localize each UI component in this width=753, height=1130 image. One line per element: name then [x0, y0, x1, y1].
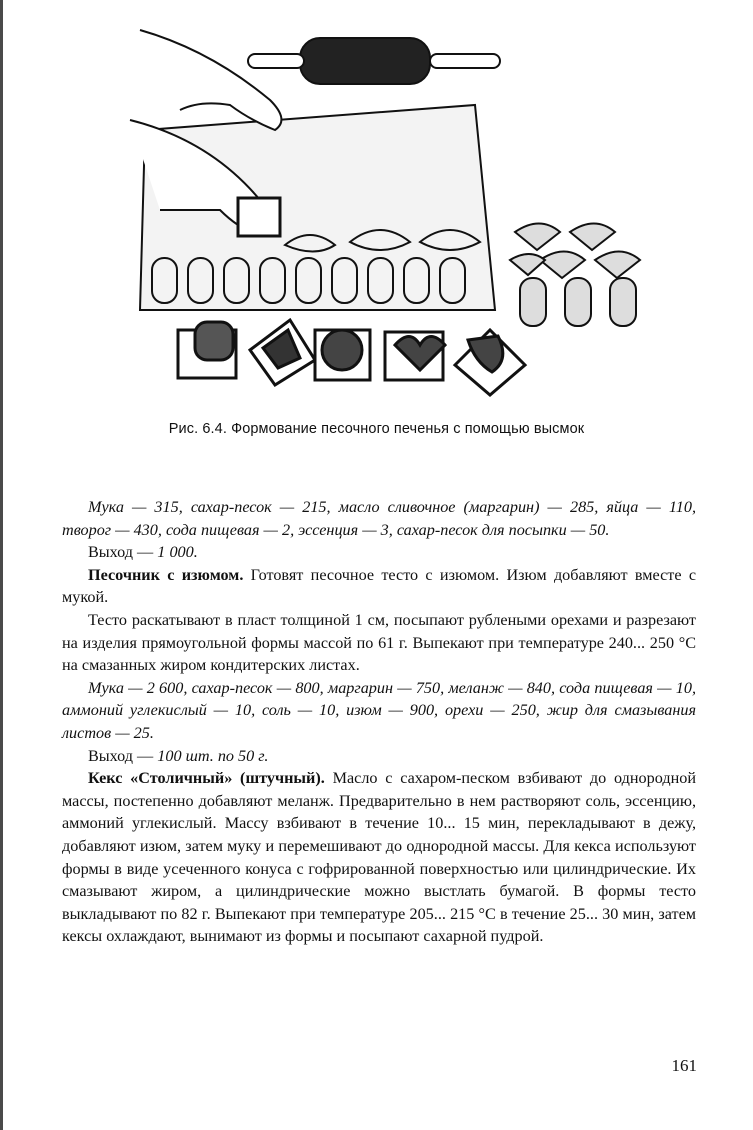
body-text: [62, 496, 696, 948]
figure-illustration: [100, 10, 690, 400]
page-edge: [0, 0, 3, 1130]
recipe-title: Песочник с изюмом.: [88, 565, 244, 584]
page-number: 161: [671, 1056, 697, 1075]
recipe-title: Кекс «Столичный» (штучный).: [88, 769, 325, 788]
output-line: Выход — 100 шт. по 50 г.: [88, 746, 269, 765]
ingredients-paragraph: Мука — 2 600, сахар-песок — 800, маргарин — 750, меланж — 840, сода пищевая — 10, аммоний углекислый — 10, соль — 10, изюм — 900, орехи — 250, жир для смазывания листов — 25.: [62, 678, 696, 742]
recipe-paragraph: Песочник с изюмом. Готовят песочное тесто с изюмом. Изюм добавляют вместе с мукой.: [62, 565, 697, 607]
body-paragraph: Тесто раскатывают в пласт толщиной 1 см, посыпают рублеными орехами и разрезают на изделия прямоугольной формы массой по 61 г. Выпекают при температуре 240... 250 °С на смазанных жиром кондитерских листах.: [62, 610, 696, 675]
figure-caption: Рис. 6.4. Формование песочного печенья с помощью высмок: [168, 421, 585, 437]
ingredients-paragraph: Мука — 315, сахар-песок — 215, масло сливочное (маргарин) — 285, яйца — 110, творог — 430, сода пищевая — 2, эссенция — 3, сахар-песок для посыпки — 50.: [62, 498, 696, 539]
rolling-pin-icon: [248, 38, 500, 84]
cookies-right: [510, 224, 640, 327]
recipe-paragraph: Кекс «Столичный» (штучный). Масло с сахаром-песком взбивают до однородной массы, постепенно добавляют меланж. Предварительно в нем растворяют соль, эссенцию, аммоний углекислый. Массу взбивают в течение 10... 15 мин, перекладывают в дежу, добавляют изюм, затем муку и перемешивают до однородной массы. Для кекса используют формы в виде усеченного конуса с гофрированной поверхностью или цилиндрические. Их смазывают жиром, а цилиндрические можно выстлать бумагой. В формы тесто выкладывают по 82 г. Выпекают при температуре 205... 215 °С в течение 25... 30 мин, затем кексы охлаждают, вынимают из формы и посыпают сахарной пудрой.: [62, 769, 696, 946]
output-line: Выход — 1 000.: [88, 543, 198, 562]
cutters-icon: [178, 320, 525, 395]
